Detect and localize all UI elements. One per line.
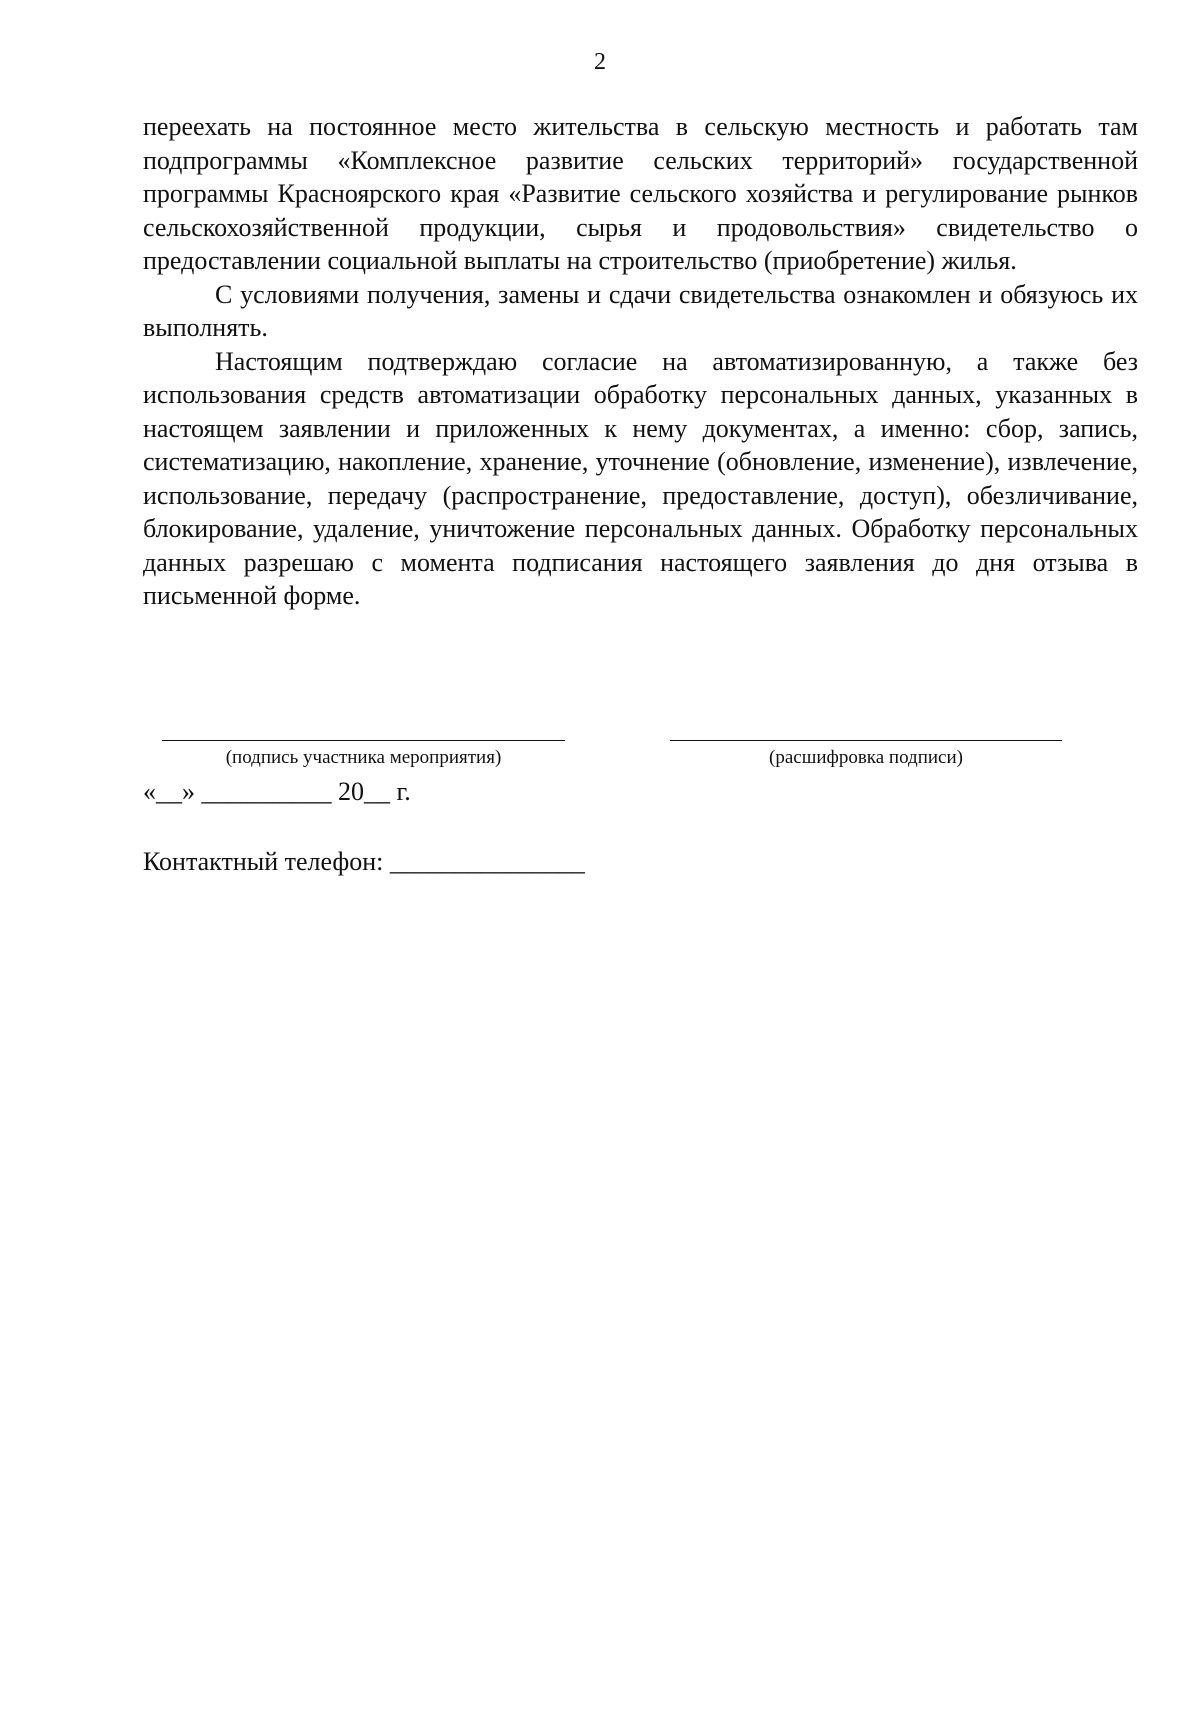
body-text — [143, 110, 1138, 613]
signature-transcript-line — [670, 740, 1062, 741]
date-line: «__» __________ 20__ г. — [143, 777, 411, 806]
page-number: 2 — [594, 49, 606, 75]
signature-transcript-caption: (расшифровка подписи) — [769, 747, 963, 768]
paragraph-1: переехать на постоянное место жительства в сельскую местность и работать там подпрограммы «Комплексное развитие сельских территорий» государственной программы Красноярского края «Развитие сельского хозяйства и регулирование рынков сельскохозяйственной продукции, сырья и продовольствия» свидетельство о предоставлении социальной выплаты на строительство (приобретение) жилья. — [143, 112, 1138, 275]
contact-phone-line: Контактный телефон: _______________ — [143, 847, 585, 876]
paragraph-3: Настоящим подтверждаю согласие на автоматизированную, а также без использования средств автоматизации обработку персональных данных, указанных в настоящем заявлении и приложенных к нему документах, а именно: сбор, запись, систематизацию, накопление, хранение, уточнение (обновление, изменение), извлечение, использование, передачу (распространение, предоставление, доступ), обезличивание, блокирование, удаление, уничтожение персональных данных. Обработку персональных данных разрешаю с момента подписания настоящего заявления до дня отзыва в письменной форме. — [143, 346, 1138, 610]
signature-caption: (подпись участника мероприятия) — [225, 747, 502, 768]
signature-line — [162, 740, 565, 741]
paragraph-2: С условиями получения, замены и сдачи свидетельства ознакомлен и обязуюсь их выполнять. — [143, 279, 1138, 342]
